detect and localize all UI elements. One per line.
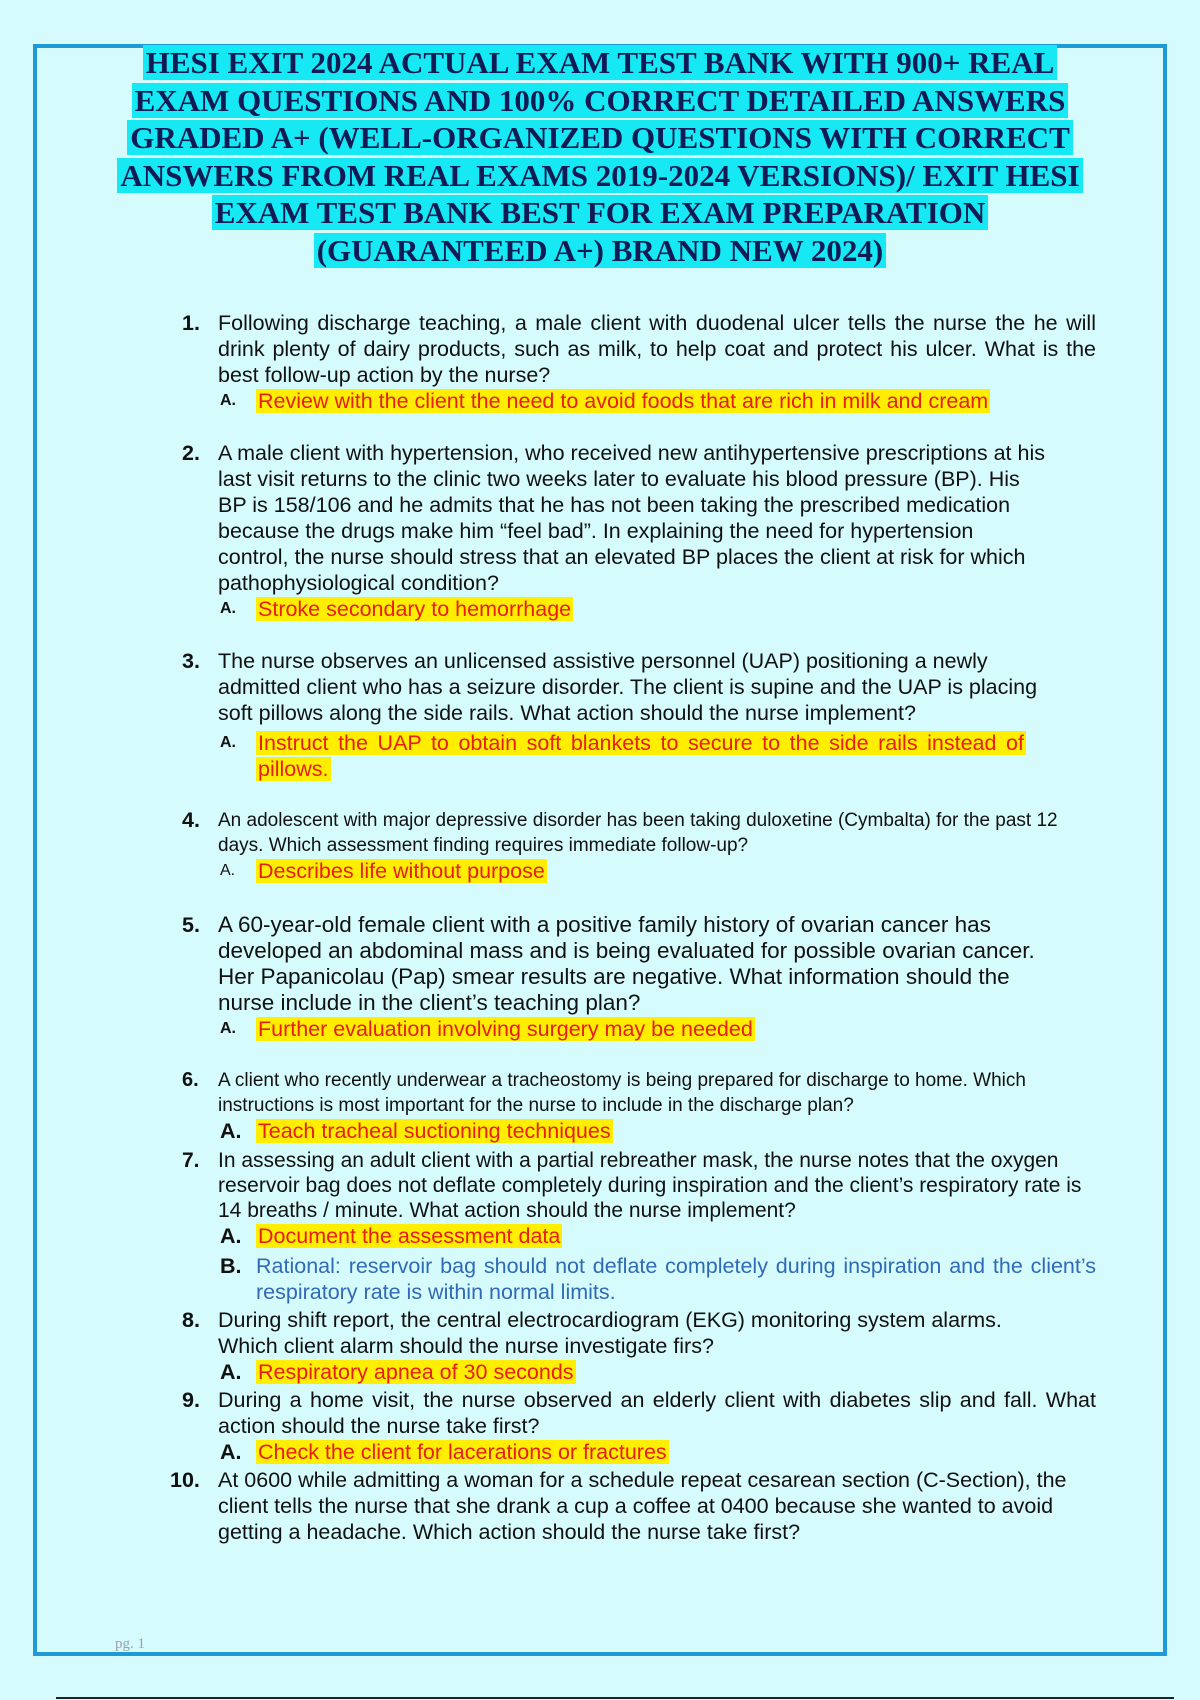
question-item	[176, 808, 1096, 884]
question-item	[176, 1387, 1096, 1465]
answer-option	[218, 1359, 1096, 1385]
correct-answer-text: Teach tracheal suctioning techniques	[258, 1119, 611, 1143]
correct-answer-text: Instruct the UAP to obtain soft blankets to secure to the side rails instead of pillows.	[258, 731, 1024, 781]
answer-option	[218, 1253, 1096, 1305]
question-text: The nurse observes an unlicensed assistive personnel (UAP) positioning a newly admitted client who has a seizure disorder. The client is supine and the UAP is placing soft pillows along the side rails. What action should the nurse implement?	[218, 649, 1038, 725]
correct-answer-text: Respiratory apnea of 30 seconds	[258, 1360, 574, 1384]
answer-letter: A.	[220, 600, 236, 617]
rationale-text: Rational: reservoir bag should not deflate completely during inspiration and the client’s respiratory rate is within normal limits.	[256, 1254, 1096, 1304]
question-item	[176, 310, 1096, 414]
question-text: An adolescent with major depressive disorder has been taking duloxetine (Cymbalta) for the past 12 days. Which assessment finding requires immediate follow-up?	[218, 810, 1058, 856]
answer-option	[218, 388, 1096, 414]
question-item	[176, 648, 1096, 782]
question-number: 3.	[182, 649, 200, 673]
question-text: In assessing an adult client with a partial rebreather mask, the nurse notes that the oxygen reservoir bag does not deflate completely during inspiration and the client’s respiratory rate is 14 breaths / minute. What action should the nurse implement?	[218, 1149, 1082, 1222]
answer-letter: A.	[220, 1119, 242, 1143]
question-text: At 0600 while admitting a woman for a schedule repeat cesarean section (C-Section), the client tells the nurse that she drank a cup a coffee at 0400 because she wanted to avoid getting a headache. Which action should the nurse take first?	[218, 1468, 1067, 1544]
question-item	[176, 1148, 1096, 1305]
question-item	[170, 1467, 1096, 1545]
answer-option	[218, 1223, 1096, 1249]
answer-option	[218, 1439, 1096, 1465]
answer-option	[218, 1118, 1096, 1144]
question-list	[170, 310, 1096, 1545]
answer-letter: B.	[220, 1254, 242, 1278]
document-title-text: HESI EXIT 2024 ACTUAL EXAM TEST BANK WITH 900+ REAL EXAM QUESTIONS AND 100% CORRECT DETAILED ANSWERS GRADED A+ (WELL-ORGANIZED QUESTIONS WITH CORRECT ANSWERS FROM REAL EXAMS 2019-2024 VERSIONS)/ EXIT HESI EXAM TEST BANK BEST FOR EXAM PREPARATION (GUARANTEED A+) BRAND NEW 2024)	[117, 45, 1082, 268]
question-text: During a home visit, the nurse observed an elderly client with diabetes slip and fall. What action should the nurse take first?	[218, 1388, 1096, 1438]
question-text: Following discharge teaching, a male client with duodenal ulcer tells the nurse the he will drink plenty of dairy products, such as milk, to help coat and protect his ulcer. What is the best follow-up action by the nurse?	[218, 311, 1096, 387]
answer-letter: A.	[220, 392, 236, 409]
question-item	[176, 1068, 1096, 1144]
answer-option	[218, 1016, 1096, 1042]
question-item	[176, 912, 1096, 1042]
answer-option	[218, 858, 1096, 884]
question-text: A 60-year-old female client with a positive family history of ovarian cancer has developed an abdominal mass and is being evaluated for possible ovarian cancer. Her Papanicolau (Pap) smear results are negative. What information should the nurse include in the client’s teaching plan?	[218, 912, 1035, 1015]
page-number: pg. 1	[115, 1636, 145, 1652]
correct-answer-text: Further evaluation involving surgery may be needed	[258, 1017, 753, 1041]
question-number: 1.	[182, 311, 200, 335]
question-number: 7.	[182, 1149, 200, 1172]
question-text: A male client with hypertension, who received new antihypertensive prescriptions at his last visit returns to the clinic two weeks later to evaluate his blood pressure (BP). His BP is 158/106 and he admits that he has not been taking the prescribed medication because the drugs make him “feel bad”. In explaining the need for hypertension control, the nurse should stress that an elevated BP places the client at risk for which pathophysiological condition?	[218, 441, 1045, 595]
answer-option	[218, 730, 1026, 782]
question-text: During shift report, the central electrocardiogram (EKG) monitoring system alarms. Which client alarm should the nurse investigate firs?	[218, 1308, 1002, 1358]
answer-letter: A.	[220, 1020, 236, 1037]
question-number: 8.	[182, 1308, 200, 1332]
answer-letter: A.	[220, 734, 236, 751]
question-number: 9.	[182, 1388, 200, 1412]
correct-answer-text: Review with the client the need to avoid foods that are rich in milk and cream	[258, 389, 989, 413]
answer-option	[218, 596, 1096, 622]
question-text: A client who recently underwear a tracheostomy is being prepared for discharge to home. Which instructions is most important for the nurse to include in the discharge plan?	[218, 1070, 1026, 1116]
question-item	[176, 1307, 1096, 1385]
question-number: 2.	[182, 441, 200, 465]
correct-answer-text: Stroke secondary to hemorrhage	[258, 597, 572, 621]
correct-answer-text: Check the client for lacerations or fractures	[258, 1440, 667, 1464]
answer-letter: A.	[220, 1360, 242, 1384]
document-title	[95, 44, 1105, 269]
answer-letter: A.	[220, 1440, 242, 1464]
question-number: 4.	[182, 808, 200, 832]
answer-letter: A.	[220, 1224, 242, 1248]
question-number: 10.	[170, 1468, 200, 1492]
question-number: 5.	[182, 913, 200, 937]
question-number: 6.	[182, 1069, 199, 1091]
question-item	[176, 440, 1096, 622]
correct-answer-text: Describes life without purpose	[258, 859, 545, 883]
correct-answer-text: Document the assessment data	[258, 1224, 561, 1248]
answer-letter: A.	[220, 862, 236, 879]
bottom-divider	[56, 1697, 1174, 1699]
